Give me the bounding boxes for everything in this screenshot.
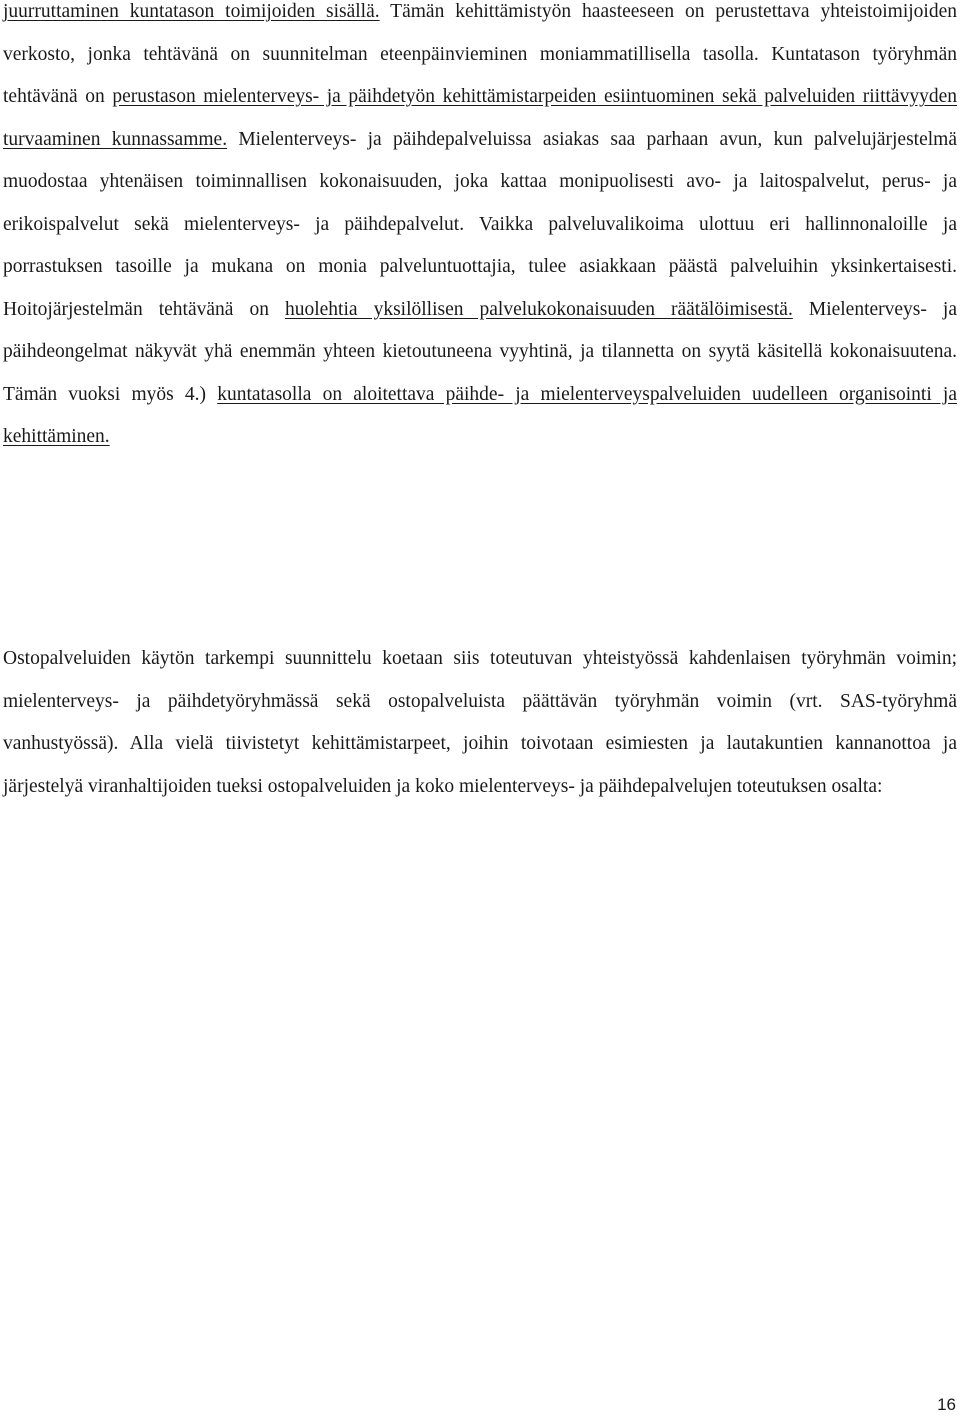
underlined-text: huolehtia yksilöllisen palvelukokonaisuuden räätälöimisestä. — [284, 298, 793, 320]
body-text: Mielenterveys- ja päihdeongelmat näkyvät yhä enemmän yhteen kietoutuneena vyyhtinä, ja tilannetta on syytä käsitellä kokonaisuutena. Tämän vuoksi myös 4.) — [3, 298, 957, 405]
underlined-text: juurruttaminen kuntatason toimijoiden sisällä. — [3, 1, 380, 22]
underlined-text: perustason mielenterveys- ja päihdetyön kehittämistarpeiden esiintuominen sekä palveluiden riittävyyden turvaaminen kunnassamme. — [3, 86, 957, 150]
underlined-text: kuntatasolla on aloitettava päihde- ja mielenterveyspalveluiden uudelleen organisointi ja kehittäminen. — [3, 383, 957, 447]
page-number: 16 — [937, 1395, 956, 1414]
paragraph-mental-health-services — [3, 0, 957, 459]
body-text: Ostopalveluiden käytön tarkempi suunnittelu koetaan siis toteutuvan yhteistyössä kahdenlaisen työryhmän voimin; mielenterveys- ja päihdetyöryhmässä sekä ostopalveluista päättävän työryhmän voimin (vrt. SAS-työryhmä vanhustyössä). Alla vielä tiivistetyt kehittämistarpeet, joihin toivotaan esimiesten ja lautakuntien kannanottoa ja järjestelyä viranhaltijoiden tueksi ostopalveluiden ja koko mielenterveys- ja päihdepalvelujen toteutuksen osalta: — [3, 648, 957, 797]
paragraph-purchased-services — [3, 638, 957, 808]
body-text: Tämän kehittämistyön haasteeseen on perustettava yhteistoimijoiden verkosto, jonka tehtävänä on suunnitelman eteenpäinvieminen moniammatillisella tasolla. Kuntatason työryhmän tehtävänä on — [3, 1, 957, 107]
body-text: Mielenterveys- ja päihdepalveluissa asiakas saa parhaan avun, kun palvelujärjestelmä muodostaa yhtenäisen toiminnallisen kokonaisuuden, joka kattaa monipuolisesti avo- ja laitospalvelut, perus- ja erikoispalvelut sekä mielenterveys- ja päihdepalvelut. Vaikka palveluvalikoima ulottuu eri hallinnonaloille ja porrastuksen tasoille ja mukana on monia palveluntuottajia, tulee asiakkaan päästä palveluihin yksinkertaisesti. Hoitojärjestelmän tehtävänä on — [3, 128, 957, 320]
